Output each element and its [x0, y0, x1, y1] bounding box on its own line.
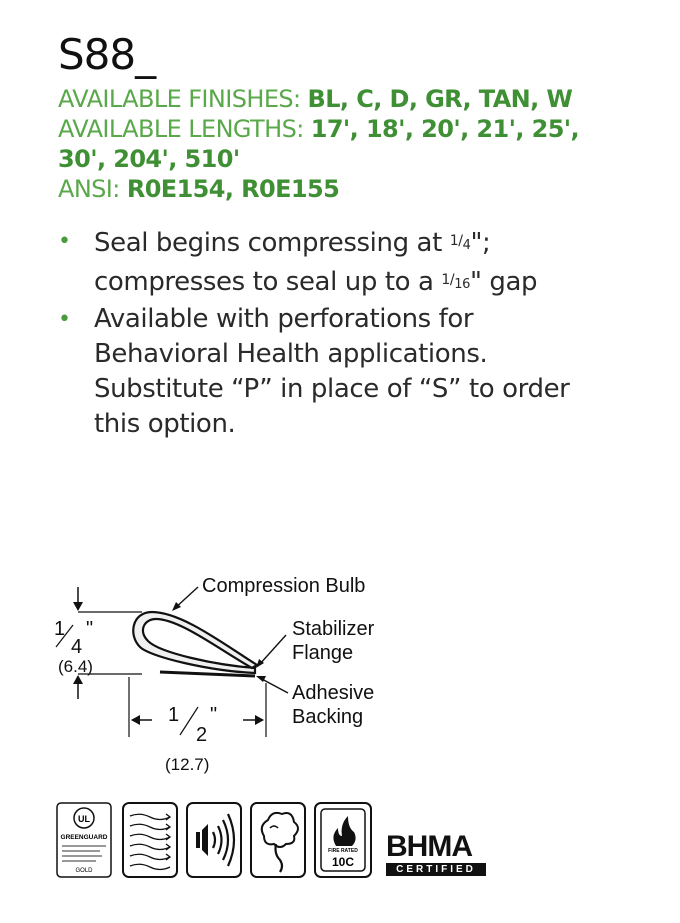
smoke-seal-icon	[250, 802, 306, 878]
bullet2-line2: Behavioral Health applications.	[94, 339, 488, 369]
width-mm: (12.7)	[165, 755, 210, 774]
bhma-certified-logo	[386, 832, 486, 876]
fire-rated-icon	[314, 802, 372, 878]
seal-profile-svg	[40, 565, 420, 780]
bullet1-text-b: ";	[470, 228, 491, 258]
greenguard-icon	[56, 802, 112, 878]
bullet2-line1: Available with perforations for	[94, 304, 474, 334]
bhma-certified-text: CERTIFIED	[386, 863, 486, 876]
width-den: 2	[196, 724, 208, 746]
ansi-value: R0E154, R0E155	[126, 175, 340, 203]
bullet1-text-a: Seal begins compressing at	[94, 228, 450, 258]
feature-bullets	[58, 224, 658, 442]
ansi-line	[58, 174, 658, 204]
lengths-value-2: 30', 204', 510'	[58, 145, 240, 173]
greenguard-label: GREENGUARD	[60, 834, 108, 841]
air-seal-icon	[122, 802, 178, 878]
greenguard-gold: GOLD	[75, 868, 93, 874]
spec-list	[58, 84, 658, 204]
bullet-dot: •	[58, 229, 71, 254]
ansi-label: ANSI:	[58, 175, 127, 203]
bullet1-text-d: " gap	[469, 267, 538, 297]
finishes-label: AVAILABLE FINISHES:	[58, 85, 308, 113]
bhma-text: BHMA	[386, 830, 472, 863]
lengths-line-2	[58, 144, 658, 174]
width-inch: "	[210, 704, 218, 726]
bullet2-line3: Substitute “P” in place of “S” to order	[94, 374, 570, 404]
sound-seal-icon	[186, 802, 242, 878]
bullet2-line4: this option.	[94, 409, 236, 439]
lengths-line	[58, 114, 658, 144]
height-num: 1	[54, 618, 66, 640]
fire-rated-label: FIRE RATED	[328, 848, 358, 854]
label-backing: Backing	[292, 706, 364, 728]
height-inch: "	[86, 618, 94, 640]
seal-bulb-shape	[133, 612, 257, 673]
bullet-dot: •	[58, 307, 71, 332]
label-flange: Flange	[292, 642, 354, 664]
finishes-value: BL, C, D, GR, TAN, W	[307, 85, 573, 113]
finishes-line	[58, 84, 658, 114]
label-adhesive: Adhesive	[292, 682, 375, 704]
label-stabilizer: Stabilizer	[292, 618, 375, 640]
fraction-sixteenth: 1/16	[441, 272, 470, 292]
lengths-label: AVAILABLE LENGTHS:	[58, 115, 311, 143]
seal-profile-diagram	[40, 565, 420, 780]
height-mm: (6.4)	[58, 657, 93, 676]
height-den: 4	[71, 636, 83, 658]
lengths-value-1: 17', 18', 20', 21', 25',	[310, 115, 580, 143]
bullet-compression	[58, 224, 658, 302]
bullet-perforations	[58, 302, 658, 442]
fraction-quarter: 1/4	[449, 233, 471, 253]
fire-rating: 10C	[331, 855, 355, 869]
label-compression-bulb: Compression Bulb	[202, 575, 366, 597]
width-num: 1	[168, 704, 180, 726]
greenguard-ul: UL	[78, 814, 90, 824]
bullet1-text-c: compresses to seal up to a	[94, 267, 442, 297]
product-title: S88_	[58, 30, 156, 79]
